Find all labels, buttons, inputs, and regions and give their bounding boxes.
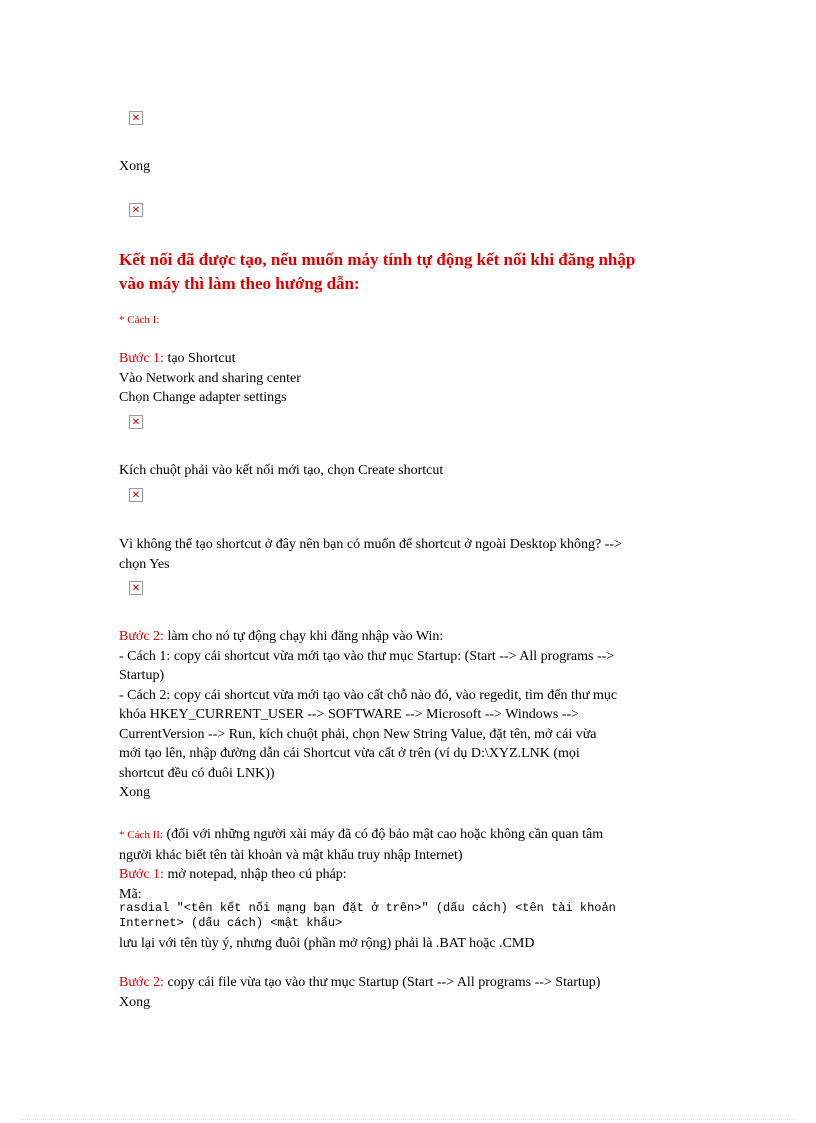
code-label: Mã: <box>119 886 142 902</box>
method-2-label: * Cách II: <box>119 829 163 841</box>
broken-image-icon <box>129 415 143 429</box>
step-1-label: Bước 1: <box>119 351 164 366</box>
step-2b-label: Bước 2: <box>119 975 164 990</box>
done-text: Xong <box>119 994 151 1010</box>
step-2-label: Bước 2: <box>119 629 164 644</box>
step-2b-block: Bước 2: copy cái file vừa tạo vào thư mục Startup (Start --> All programs --> Startup) Xong <box>119 973 709 1012</box>
step-1-block: Bước 1: tạo Shortcut Vào Network and sharing center Chọn Change adapter settings <box>119 351 301 405</box>
done-text: Xong <box>119 785 151 800</box>
save-instruction: lưu lại với tên tùy ý, nhưng đuôi (phần mở rộng) phải là .BAT hoặc .CMD <box>119 936 535 951</box>
step-2-block: Bước 2: làm cho nó tự động chạy khi đăng nhập vào Win: - Cách 1: copy cái shortcut vừa mới tạo vào thư mục Startup: (Start --> All programs --> Startup) - Cách 2: copy cái shortcut vừa mới tạo vào cất chỗ nào đó, vào regedit, tìm đến thư mục khóa HKEY_CURRENT_USER --> SOFTWARE --> Microsoft --> Windows --> CurrentVersion --> Run, kích chuột phải, chọn New String Value, đặt tên, mở cái vừa mới tạo lên, nhập đường dẫn cái Shortcut vừa cất ở trên (ví dụ D:\XYZ.LNK (mọi shortcut đều có đuôi LNK)) Xong <box>119 627 709 803</box>
broken-image-icon <box>129 488 143 502</box>
page-bottom-divider <box>20 1119 796 1120</box>
shortcut-question: Vì không thể tạo shortcut ở đây nên bạn có muốn để shortcut ở ngoài Desktop không? --> chọn Yes <box>119 537 622 572</box>
method-2-block: * Cách II: (đối với những người xài máy đã có độ bảo mật cao hoặc không cần quan tâm người khác biết tên tài khoản và mật khẩu truy nhập Internet) Bước 1: mở notepad, nhập theo cú pháp: Mã: <box>119 825 709 904</box>
broken-image-icon <box>129 111 143 125</box>
code-block: rasdial "<tên kết nối mạng bạn đặt ở trên>" (dấu cách) <tên tài khoản Internet> (dấu cách) <mật khẩu> <box>119 901 616 930</box>
step-1b-label: Bước 1: <box>119 867 164 882</box>
broken-image-icon <box>129 581 143 595</box>
broken-image-icon <box>129 203 143 217</box>
done-text: Xong <box>119 159 151 174</box>
section-heading: Kết nối đã được tạo, nếu muốn máy tính tự động kết nối khi đăng nhập vào máy thì làm theo hướng dẫn: <box>119 250 636 293</box>
method-1-label: * Cách I: <box>119 314 160 326</box>
right-click-instruction: Kích chuột phải vào kết nối mới tạo, chọn Create shortcut <box>119 463 444 478</box>
